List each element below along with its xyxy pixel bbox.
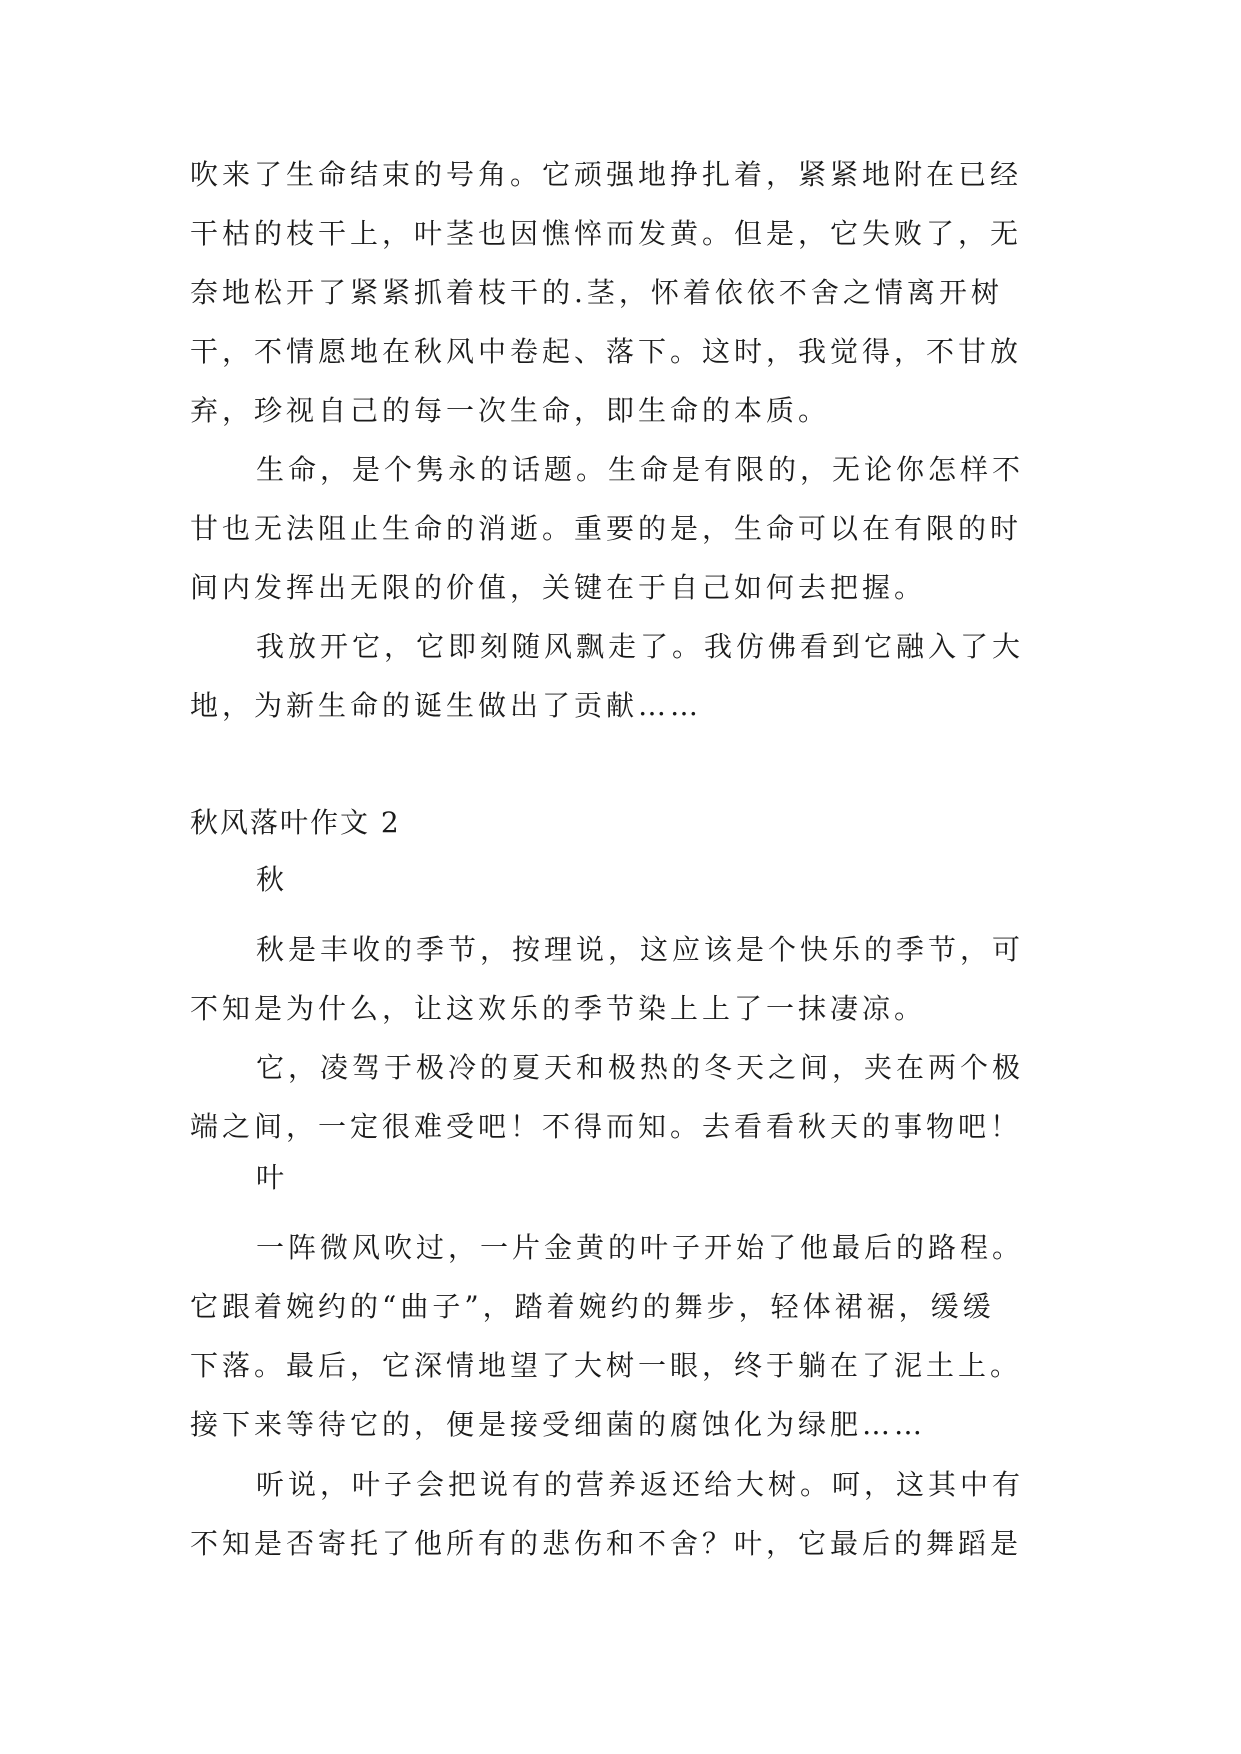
text-line: 生命，是个隽永的话题。生命是有限的，无论你怎样不: [256, 453, 1025, 486]
text-line: 干，不情愿地在秋风中卷起、落下。这时，我觉得，不甘放: [190, 335, 1023, 368]
text-line: 不知是否寄托了他所有的悲伤和不舍？叶，它最后的舞蹈是: [190, 1527, 1023, 1560]
text-line: 秋是丰收的季节，按理说，这应该是个快乐的季节，可: [256, 933, 1025, 966]
paragraph-let-go: [190, 617, 1060, 735]
text-line: 下落。最后，它深情地望了大树一眼，终于躺在了泥土上。: [190, 1349, 1023, 1382]
paragraph-life-topic: [190, 440, 1060, 617]
text-line: 我放开它，它即刻随风飘走了。我仿佛看到它融入了大: [256, 630, 1025, 663]
text-line: 间内发挥出无限的价值，关键在于自己如何去把握。: [190, 571, 927, 604]
paragraph-harvest: [190, 920, 1060, 1038]
text-line: 地，为新生命的诞生做出了贡献……: [190, 689, 703, 722]
paragraph-continuation: [190, 145, 1060, 440]
paragraph-leaf-falling: [190, 1218, 1060, 1454]
text-line: 吹来了生命结束的号角。它顽强地挣扎着，紧紧地附在已经: [190, 158, 1023, 191]
text-line: 接下来等待它的，便是接受细菌的腐蚀化为绿肥……: [190, 1408, 927, 1441]
paragraph-between-seasons: [190, 1038, 1060, 1156]
text-line: 它，凌驾于极冷的夏天和极热的冬天之间，夹在两个极: [256, 1051, 1025, 1084]
text-line: 不知是为什么，让这欢乐的季节染上上了一抹凄凉。: [190, 992, 927, 1025]
text-line: 干枯的枝干上，叶茎也因憔悴而发黄。但是，它失败了，无: [190, 217, 1023, 250]
text-line: 弃，珍视自己的每一次生命，即生命的本质。: [190, 394, 831, 427]
text-line: 端之间，一定很难受吧！不得而知。去看看秋天的事物吧！: [190, 1110, 1023, 1143]
subheading-autumn: 秋: [256, 863, 289, 896]
text-line: 它跟着婉约的“曲子”，踏着婉约的舞步，轻体裙裾，缓缓: [190, 1290, 995, 1323]
text-line: 奈地松开了紧紧抓着枝干的.茎，怀着依依不舍之情离开树: [190, 276, 1003, 309]
text-line: 听说，叶子会把说有的营养返还给大树。呵，这其中有: [256, 1468, 1025, 1501]
text-line: 甘也无法阻止生命的消逝。重要的是，生命可以在有限的时: [190, 512, 1023, 545]
text-line: 一阵微风吹过，一片金黄的叶子开始了他最后的路程。: [256, 1231, 1025, 1264]
paragraph-nutrients: [190, 1455, 1060, 1573]
essay-title: 秋风落叶作文 2: [190, 806, 401, 839]
subheading-leaf: 叶: [256, 1161, 289, 1194]
